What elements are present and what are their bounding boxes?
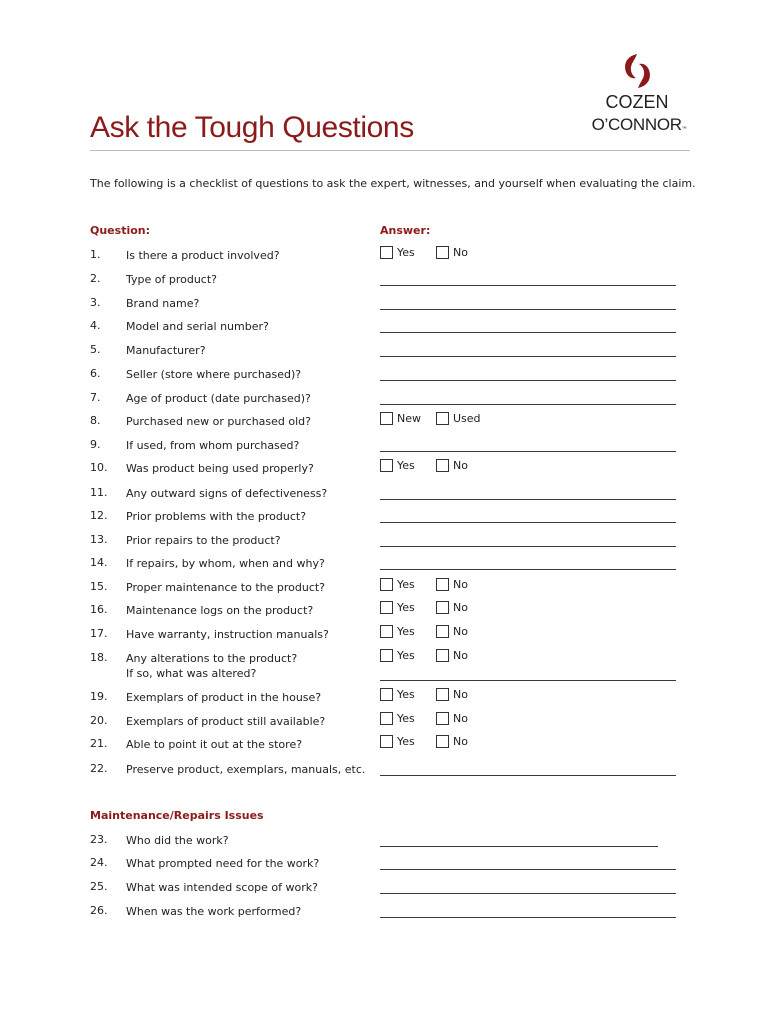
question-number: 21.	[90, 737, 108, 750]
question-text: Type of product?	[126, 273, 218, 286]
question-number: 10.	[90, 461, 108, 474]
question-text: Prior problems with the product?	[126, 510, 307, 523]
question-text: Maintenance logs on the product?	[126, 604, 314, 617]
question-text: Brand name?	[126, 297, 200, 310]
checkbox-label: No	[453, 578, 468, 591]
question-text: Age of product (date purchased)?	[126, 392, 311, 405]
question-number: 4.	[90, 319, 101, 332]
answer-line[interactable]	[380, 522, 676, 523]
answer-line[interactable]	[380, 846, 658, 847]
question-row	[90, 414, 690, 434]
question-number: 11.	[90, 486, 108, 499]
answer-line[interactable]	[380, 332, 676, 333]
checkbox-label: No	[453, 712, 468, 725]
title-divider	[90, 150, 690, 151]
answer-line[interactable]	[380, 775, 676, 776]
question-text: Was product being used properly?	[126, 462, 314, 475]
answer-line[interactable]	[380, 869, 676, 870]
question-number: 24.	[90, 856, 108, 869]
question-row	[90, 603, 690, 623]
checkbox-label: Yes	[397, 578, 415, 591]
answer-option-no[interactable]	[436, 649, 468, 662]
checkbox-no[interactable]	[436, 625, 449, 638]
checkbox-label: Yes	[397, 688, 415, 701]
question-text: If repairs, by whom, when and why?	[126, 557, 325, 570]
checkbox-yes[interactable]	[380, 625, 393, 638]
question-text: Who did the work?	[126, 834, 229, 847]
answer-line[interactable]	[380, 309, 676, 310]
question-number: 20.	[90, 714, 108, 727]
question-text: Prior repairs to the product?	[126, 534, 281, 547]
question-number: 13.	[90, 533, 108, 546]
checkbox-label: Yes	[397, 246, 415, 259]
checkbox-no[interactable]	[436, 246, 449, 259]
question-text: Exemplars of product in the house?	[126, 691, 322, 704]
question-row	[90, 533, 690, 553]
question-row	[90, 649, 690, 680]
question-text: Manufacturer?	[126, 344, 206, 357]
question-text: Able to point it out at the store?	[126, 738, 303, 751]
answer-option-no[interactable]	[436, 735, 468, 748]
checkbox-label: No	[453, 688, 468, 701]
question-number: 5.	[90, 343, 101, 356]
answer-line[interactable]	[380, 356, 676, 357]
question-number: 14.	[90, 556, 108, 569]
question-number: 17.	[90, 627, 108, 640]
question-number: 19.	[90, 690, 108, 703]
question-row	[90, 880, 690, 900]
question-number: 1.	[90, 248, 101, 261]
question-text: Preserve product, exemplars, manuals, etc.	[126, 763, 366, 776]
question-row	[90, 248, 690, 268]
answer-option-no[interactable]	[436, 688, 468, 701]
answer-line[interactable]	[380, 380, 676, 381]
question-text: Any outward signs of defectiveness?	[126, 487, 328, 500]
question-text: Any alterations to the product? If so, what was altered?	[126, 652, 298, 680]
checkbox-no[interactable]	[436, 601, 449, 614]
checkbox-label: No	[453, 649, 468, 662]
answer-line[interactable]	[380, 451, 676, 452]
question-row	[90, 438, 690, 458]
checkbox-yes[interactable]	[380, 246, 393, 259]
question-row	[90, 367, 690, 387]
answer-line[interactable]	[380, 569, 676, 570]
question-column-header: Question:	[90, 224, 151, 237]
cozen-oconnor-logo	[585, 52, 693, 140]
answer-option-no[interactable]	[436, 578, 468, 591]
checkbox-label: No	[453, 625, 468, 638]
checkbox-label: Used	[453, 412, 481, 425]
checkbox-used[interactable]	[436, 412, 449, 425]
checkbox-label: Yes	[397, 625, 415, 638]
question-text: When was the work performed?	[126, 905, 302, 918]
checkbox-label: New	[397, 412, 421, 425]
answer-option-yes[interactable]	[380, 246, 415, 259]
question-text: Purchased new or purchased old?	[126, 415, 311, 428]
checkbox-no[interactable]	[436, 688, 449, 701]
question-row	[90, 343, 690, 363]
answer-option-no[interactable]	[436, 246, 468, 259]
logo-mark-icon	[617, 52, 657, 90]
checkbox-new[interactable]	[380, 412, 393, 425]
question-row	[90, 690, 690, 710]
question-number: 9.	[90, 438, 101, 451]
answer-option-yes[interactable]	[380, 625, 415, 638]
answer-option-yes[interactable]	[380, 578, 415, 591]
question-row	[90, 737, 690, 757]
intro-text: The following is a checklist of questions to ask the expert, witnesses, and yourself when evaluating the claim.	[90, 177, 696, 190]
checkbox-no[interactable]	[436, 735, 449, 748]
question-text: Exemplars of product still available?	[126, 715, 326, 728]
checkbox-yes[interactable]	[380, 578, 393, 591]
page-title: Ask the Tough Questions	[90, 111, 414, 144]
question-text: Proper maintenance to the product?	[126, 581, 326, 594]
question-row	[90, 762, 690, 782]
question-row	[90, 319, 690, 339]
answer-option-no[interactable]	[436, 625, 468, 638]
checkbox-label: No	[453, 246, 468, 259]
question-row	[90, 856, 690, 876]
question-number: 18.	[90, 651, 108, 664]
question-text: Model and serial number?	[126, 320, 269, 333]
question-row	[90, 627, 690, 647]
checkbox-no[interactable]	[436, 459, 449, 472]
question-number: 26.	[90, 904, 108, 917]
question-number: 25.	[90, 880, 108, 893]
checkbox-no[interactable]	[436, 649, 449, 662]
question-row	[90, 391, 690, 411]
answer-option-used[interactable]	[436, 412, 481, 425]
answer-column-header: Answer:	[380, 224, 431, 237]
question-row	[90, 272, 690, 292]
question-number: 15.	[90, 580, 108, 593]
checkbox-label: Yes	[397, 735, 415, 748]
answer-option-yes[interactable]	[380, 601, 415, 614]
answer-line[interactable]	[380, 499, 676, 500]
checkbox-label: No	[453, 459, 468, 472]
answer-option-yes[interactable]	[380, 735, 415, 748]
answer-option-no[interactable]	[436, 712, 468, 725]
question-row	[90, 904, 690, 924]
checkbox-no[interactable]	[436, 578, 449, 591]
question-text: Have warranty, instruction manuals?	[126, 628, 329, 641]
checkbox-label: Yes	[397, 459, 415, 472]
checkbox-label: Yes	[397, 649, 415, 662]
checkbox-yes[interactable]	[380, 688, 393, 701]
question-row	[90, 714, 690, 734]
answer-option-yes[interactable]	[380, 459, 415, 472]
checkbox-yes[interactable]	[380, 649, 393, 662]
question-row	[90, 296, 690, 316]
question-row	[90, 509, 690, 529]
answer-line[interactable]	[380, 680, 676, 681]
question-text: What prompted need for the work?	[126, 857, 320, 870]
answer-line[interactable]	[380, 546, 676, 547]
question-number: 22.	[90, 762, 108, 775]
answer-option-yes[interactable]	[380, 712, 415, 725]
answer-line[interactable]	[380, 893, 676, 894]
question-subtext: If so, what was altered?	[126, 667, 257, 680]
question-number: 8.	[90, 414, 101, 427]
checkbox-label: Yes	[397, 601, 415, 614]
question-row	[90, 833, 690, 853]
question-row	[90, 580, 690, 600]
answer-option-no[interactable]	[436, 601, 468, 614]
checkbox-yes[interactable]	[380, 712, 393, 725]
question-number: 2.	[90, 272, 101, 285]
question-number: 3.	[90, 296, 101, 309]
checkbox-label: No	[453, 735, 468, 748]
question-number: 6.	[90, 367, 101, 380]
question-number: 7.	[90, 391, 101, 404]
checkbox-yes[interactable]	[380, 459, 393, 472]
answer-line[interactable]	[380, 404, 676, 405]
question-number: 16.	[90, 603, 108, 616]
question-text: Seller (store where purchased)?	[126, 368, 302, 381]
checkbox-label: No	[453, 601, 468, 614]
answer-line[interactable]	[380, 917, 676, 918]
logo-name-line2: O’CONNOR™	[591, 115, 687, 134]
question-text: If used, from whom purchased?	[126, 439, 300, 452]
question-text: What was intended scope of work?	[126, 881, 318, 894]
question-number: 12.	[90, 509, 108, 522]
answer-option-yes[interactable]	[380, 649, 415, 662]
question-text: Is there a product involved?	[126, 249, 280, 262]
answer-line[interactable]	[380, 285, 676, 286]
answer-option-new[interactable]	[380, 412, 421, 425]
checkbox-no[interactable]	[436, 712, 449, 725]
section-heading-maintenance: Maintenance/Repairs Issues	[90, 809, 264, 822]
question-row	[90, 486, 690, 506]
answer-option-yes[interactable]	[380, 688, 415, 701]
checkbox-label: Yes	[397, 712, 415, 725]
checkbox-yes[interactable]	[380, 735, 393, 748]
logo-name-line1: COZEN	[605, 92, 669, 112]
question-number: 23.	[90, 833, 108, 846]
question-row	[90, 461, 690, 481]
question-row	[90, 556, 690, 576]
answer-option-no[interactable]	[436, 459, 468, 472]
checkbox-yes[interactable]	[380, 601, 393, 614]
